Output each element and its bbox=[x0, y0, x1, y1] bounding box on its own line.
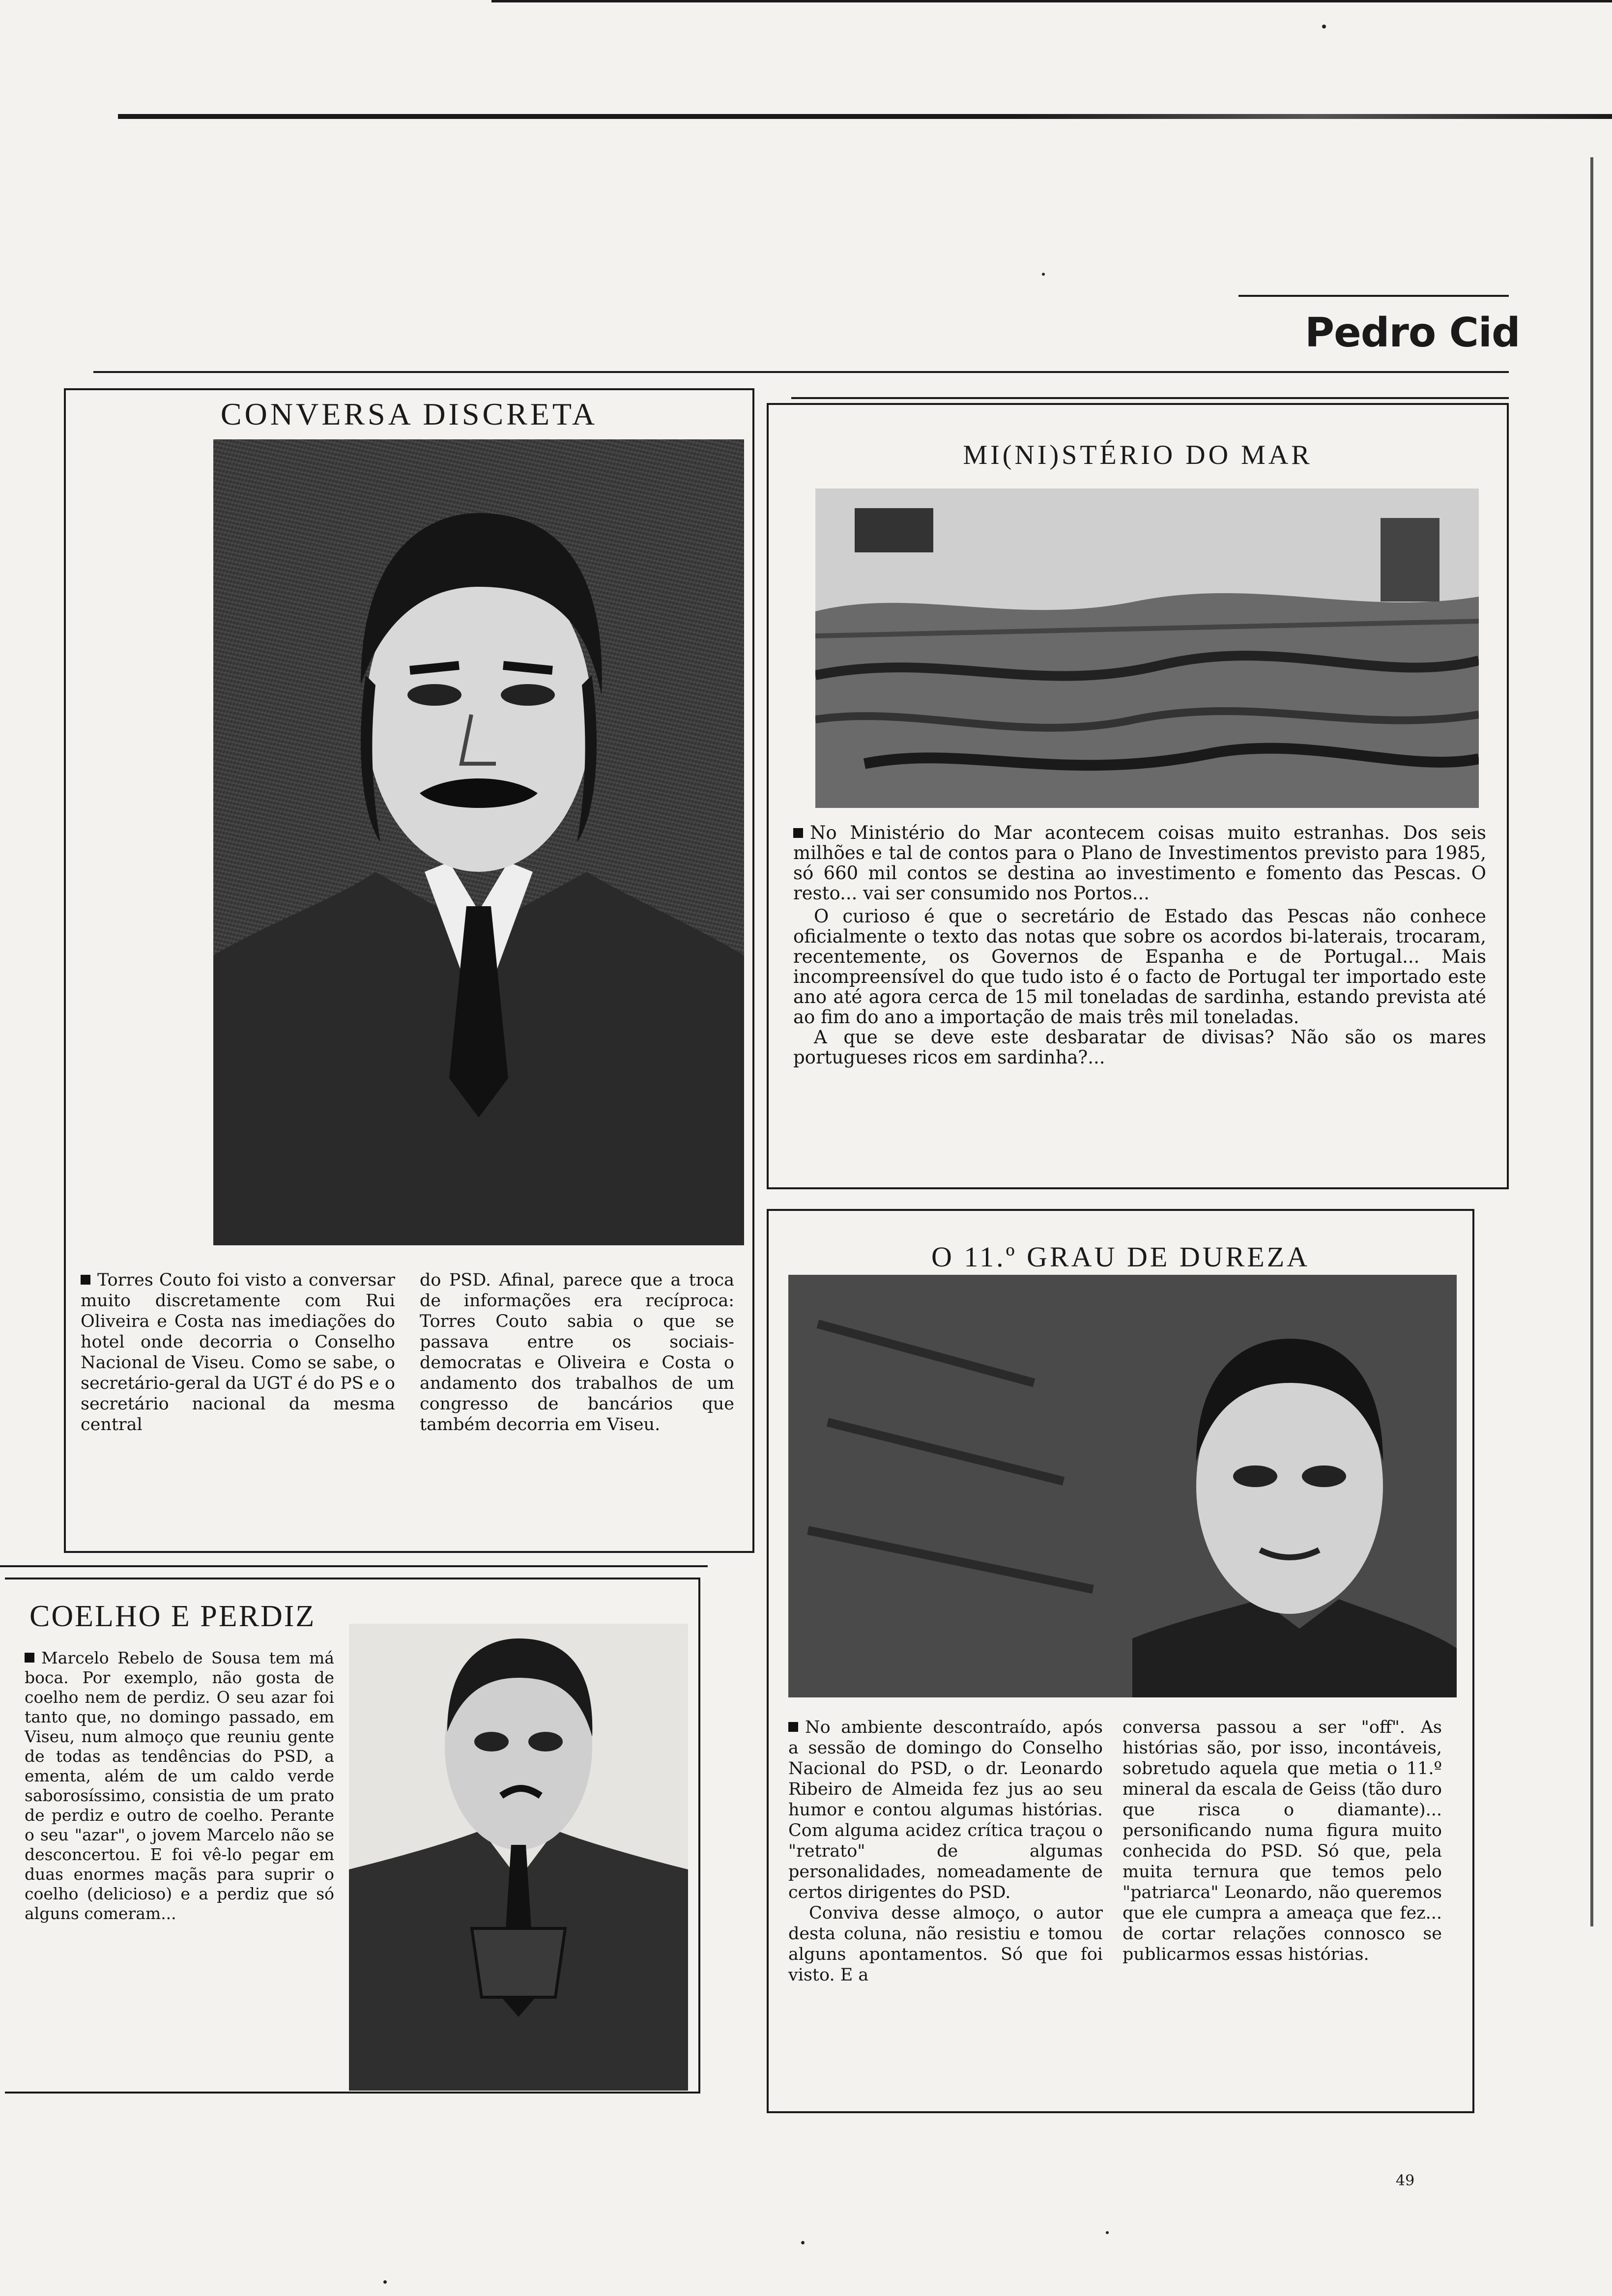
article-text: do PSD. Afinal, parece que a troca de informações era recíproca: Torres Couto sabia o que se passava entre os sociais-democratas e Oliveira e Costa o andamento dos trabalhos de um congresso de bancários que também decorria em Viseu. bbox=[420, 1270, 734, 1435]
article-coelho-e-perdiz bbox=[5, 1578, 700, 2094]
header-rule bbox=[118, 114, 1612, 119]
section-rule-coelho bbox=[0, 1565, 708, 1567]
article-text: Torres Couto foi visto a conversar muito discretamente com Rui Oliveira e Costa nas imediações do hotel onde decorria o Conselho Nacional de Viseu. Como se sabe, o secretário-geral da UGT é do PS e o secretário nacional da mesma central bbox=[81, 1270, 395, 1435]
article-conversa-discreta bbox=[64, 388, 754, 1553]
bullet-marker bbox=[81, 1275, 90, 1285]
bullet-marker bbox=[788, 1722, 798, 1732]
article-title: CONVERSA DISCRETA bbox=[220, 397, 598, 431]
article-title: O 11.º GRAU DE DUREZA bbox=[931, 1241, 1310, 1273]
scan-speck bbox=[1042, 273, 1045, 276]
article-11-grau-de-dureza bbox=[767, 1209, 1474, 2113]
byline-rule bbox=[1238, 295, 1509, 297]
article-ministerio-do-mar bbox=[767, 403, 1509, 1189]
article-text-col1 bbox=[788, 1717, 1103, 1985]
page-number: 49 bbox=[1396, 2172, 1415, 2189]
scan-speck bbox=[1106, 2231, 1109, 2234]
article-text-col2 bbox=[1123, 1717, 1442, 1965]
article-paragraph bbox=[788, 1717, 1103, 1903]
portrait-illustration bbox=[213, 439, 744, 1245]
article-title: MI(NI)STÉRIO DO MAR bbox=[963, 440, 1313, 470]
right-scan-edge bbox=[1590, 157, 1593, 1926]
article-text-body bbox=[25, 1648, 334, 1923]
portrait-photo-torres-couto bbox=[213, 439, 744, 1245]
article-text: No Ministério do Mar acontecem coisas muito estranhas. Dos seis milhões e tal de contos para o Plano de Investimentos previsto para 1985, só 660 mil contos se destina ao investimento e fomento das Pescas. O resto... vai ser consumido nos Portos... bbox=[793, 822, 1486, 904]
article-text-col2 bbox=[420, 1270, 734, 1435]
section-rule-top bbox=[93, 371, 1509, 373]
section-rule-right bbox=[791, 397, 1509, 399]
portrait-illustration bbox=[788, 1275, 1457, 1697]
article-text-body bbox=[793, 823, 1486, 1067]
article-title: COELHO E PERDIZ bbox=[29, 1600, 316, 1633]
portrait-photo-leonardo bbox=[788, 1275, 1457, 1697]
article-text: A que se deve este desbaratar de divisas? Não são os mares portugueses ricos em sardinha?... bbox=[793, 1027, 1486, 1068]
article-text: Marcelo Rebelo de Sousa tem má boca. Por exemplo, não gosta de coelho nem de perdiz. O seu azar foi tanto que, no domingo passado, em Viseu, num almoço que reuniu gente de todas as tendências do PSD, a ementa, além de um caldo verde saborosíssimo, consistia de um prato de perdiz e outro de coelho. Perante o seu "azar", o jovem Marcelo não se desconcertou. E foi vê-lo pegar em duas enormes maçãs para suprir o coelho (delicioso) e a perdiz que só alguns comeram... bbox=[25, 1648, 334, 1923]
bullet-marker bbox=[25, 1653, 34, 1663]
harbour-photo bbox=[815, 488, 1479, 808]
scan-speck bbox=[1322, 25, 1326, 29]
article-text: conversa passou a ser "off". As histórias são, por isso, incontáveis, sobretudo aquela que metia o 11.º mineral da escala de Geiss (tão duro que risca o diamante)... personificando numa figura muito conhecida do PSD. Só que, pela muita ternura que temos pelo "patriarca" Leonardo, não queremos que ele cumpra a ameaça que fez... de cortar relações connosco se publicarmos essas histórias. bbox=[1123, 1718, 1442, 1964]
harbour-illustration bbox=[815, 488, 1479, 808]
article-text-col1 bbox=[81, 1270, 395, 1435]
byline: Pedro Cid bbox=[1305, 310, 1520, 356]
scan-speck bbox=[801, 2241, 805, 2244]
portrait-illustration bbox=[349, 1624, 688, 2091]
article-text: O curioso é que o secretário de Estado das Pescas não conhece oficialmente o texto das notas que sobre os acordos bi-laterais, trocaram, recentemente, os Governos de Espanha e de Portugal... Mais incompreensível do que tudo isto é o facto de Portugal ter importado este ano até agora cerca de 15 mil toneladas de sardinha, estando prevista até ao fim do ano a importação de mais três mil toneladas. bbox=[793, 906, 1486, 1028]
article-paragraph bbox=[793, 823, 1486, 903]
article-text: Conviva desse almoço, o autor desta coluna, não resistiu e tomou alguns apontamentos. Só que foi visto. E a bbox=[788, 1903, 1103, 1985]
portrait-photo-marcelo bbox=[349, 1624, 688, 2091]
article-text: No ambiente descontraído, após a sessão de domingo do Conselho Nacional do PSD, o dr. Leonardo Ribeiro de Almeida fez jus ao seu humor e contou algumas histórias. Com alguma acidez crítica traçou o "retrato" de algumas personalidades, nomeadamente de certos dirigentes do PSD. bbox=[788, 1718, 1103, 1902]
scan-speck bbox=[383, 2280, 387, 2284]
bullet-marker bbox=[793, 828, 803, 838]
top-edge-rule bbox=[491, 0, 1612, 2]
